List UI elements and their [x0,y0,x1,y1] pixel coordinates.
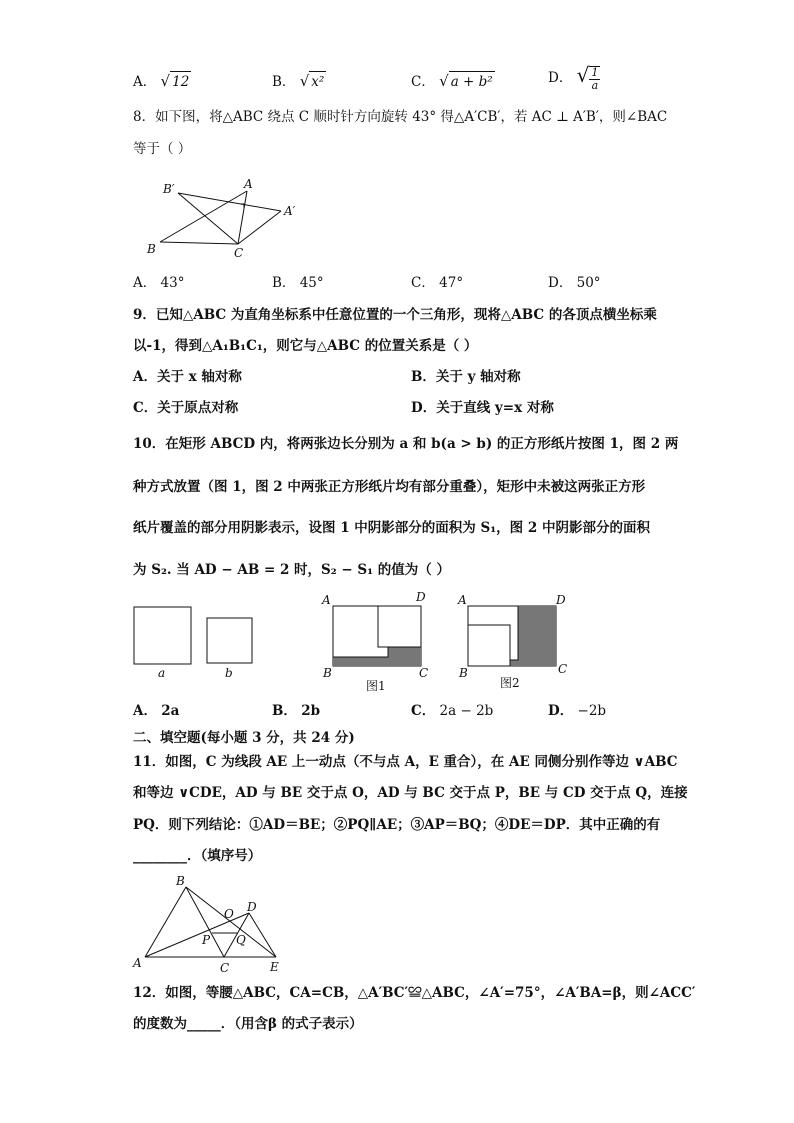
q7-option-b-label: B． [272,74,296,90]
q9-option-d-value: 关于直线 y=x 对称 [436,400,554,416]
q11-label-b: B [176,874,185,888]
q8-label-a: A [244,177,253,191]
q10-fig1-label-c: C [419,666,429,680]
q9-option-b-value: 关于 y 轴对称 [435,369,521,385]
q9-option-a-value: 关于 x 轴对称 [156,369,242,385]
q10-label-a: a [158,666,166,680]
q7-option-d-den: a [591,78,599,92]
q8-option-d-value: 50° [576,275,601,291]
q10-fig2-label-c: C [558,662,568,676]
q9-option-c-value: 关于原点对称 [157,400,239,416]
q9-option-b: B．关于 y 轴对称 [411,369,521,385]
q9-text-line2: 以-1，得到△A₁B₁C₁，则它与△ABC 的位置关系是（ ） [133,338,478,354]
q11-text-line1: 11．如图，C 为线段 AE 上一动点（不与点 A，E 重合），在 AE 同侧分别作等边 ∨ABC [133,754,678,770]
q11-text-line3: PQ．则下列结论：①AD＝BE；②PQ∥AE；③AP＝BQ；④DE＝DP．其中正确的有 [133,817,661,833]
q12-text-line2: 的度数为_____．（用含β 的式子表示） [133,1016,363,1032]
q8-option-a: A． 43° [133,275,185,291]
q10-fig2-label-b: B [459,666,468,680]
q10-fig1-label-b: B [323,666,332,680]
section2-title: 二、填空题(每小题 3 分，共 24 分) [133,730,355,746]
q10-text-line3: 纸片覆盖的部分用阴影表示，设图 1 中阴影部分的面积为 S₁，图 2 中阴影部分的面积 [133,520,650,536]
q7-option-b-expr: x² [309,71,326,92]
q10-option-a: A． 2a [133,703,180,719]
q8-text-line1: 8．如下图，将△ABC 绕点 C 顺时针方向旋转 43° 得△A′CB′，若 AC ⊥ A′B′，则∠BAC [133,109,668,125]
q10-option-b: B． 2b [272,703,321,719]
q8-label-b: B [147,242,156,256]
q8-label-b-prime: B′ [163,182,175,196]
q11-text-line4: ________．（填序号） [133,848,262,864]
q7-option-d-label: D． [548,70,573,86]
q10-text-line1: 10．在矩形 ABCD 内，将两张边长分别为 a 和 b(a > b) 的正方形纸片按图 1，图 2 两 [133,436,679,452]
q7-option-b: B． √ x² [272,72,325,90]
q7-option-a-expr: 12 [170,71,191,92]
q10-fig2-caption: 图2 [500,676,520,690]
q7-option-d: D． √ $\frac{1}{a}$ [548,63,599,92]
q10-fig1-label-d: D [416,590,426,604]
q11-label-c: C [220,961,230,975]
q8-label-a-prime: A′ [284,204,296,218]
q10-option-d: D． −2b [548,703,607,719]
q10-fig2-label-d: D [556,593,566,607]
q7-option-c-expr: a + b² [449,71,495,92]
q9-option-d: D．关于直线 y=x 对称 [411,400,554,416]
q11-label-d: D [247,900,257,914]
q9-option-a: A．关于 x 轴对称 [133,369,242,385]
q10-text-line4: 为 S₂. 当 AD − AB = 2 时，S₂ − S₁ 的值为（ ） [133,562,450,578]
q7-option-c-label: C． [411,74,435,90]
q10-option-b-value: 2b [301,703,321,719]
q11-label-a: A [133,956,142,970]
q11-label-e: E [270,960,279,974]
q7-option-a: A． √ 12 [133,72,190,90]
q10-option-d-value: −2b [577,703,607,719]
q8-option-b: B． 45° [272,275,324,291]
q10-fig2-label-a: A [458,593,467,607]
q8-text-line2: 等于（ ） [133,141,192,157]
q11-label-q: Q [236,933,246,947]
q10-option-c-value: 2a − 2b [439,703,494,719]
q8-option-d: D． 50° [548,275,601,291]
q10-fig1-label-a: A [322,593,331,607]
q8-option-b-value: 45° [299,275,324,291]
q8-label-c: C [234,246,244,260]
q10-label-b: b [225,666,233,680]
q10-option-a-value: 2a [161,703,180,719]
q11-label-p: P [202,933,211,947]
q7-option-c: C． √ a + b² [411,72,493,90]
q11-label-o: O [224,907,234,921]
q9-option-c: C．关于原点对称 [133,400,239,416]
q7-option-d-num: 1 [591,65,599,79]
q10-text-line2: 种方式放置（图 1，图 2 中两张正方形纸片均有部分重叠），矩形中未被这两张正方形 [133,479,646,495]
q12-text-line1: 12．如图，等腰△ABC，CA=CB，△A′BC′≌△ABC，∠A′=75°，∠A′BA=β，则∠ACC′ [133,985,696,1001]
q8-option-a-value: 43° [160,275,185,291]
q7-option-a-label: A． [133,74,157,90]
q8-option-c-value: 47° [439,275,464,291]
q10-option-c: C． 2a − 2b [411,703,494,719]
q8-option-c: C． 47° [411,275,464,291]
q9-text-line1: 9．已知△ABC 为直角坐标系中任意位置的一个三角形，现将△ABC 的各顶点横坐标乘 [133,307,657,323]
q11-text-line2: 和等边 ∨CDE，AD 与 BE 交于点 O，AD 与 BC 交于点 P，BE 与 CD 交于点 Q，连接 [133,785,688,801]
q10-fig1-caption: 图1 [366,679,386,693]
